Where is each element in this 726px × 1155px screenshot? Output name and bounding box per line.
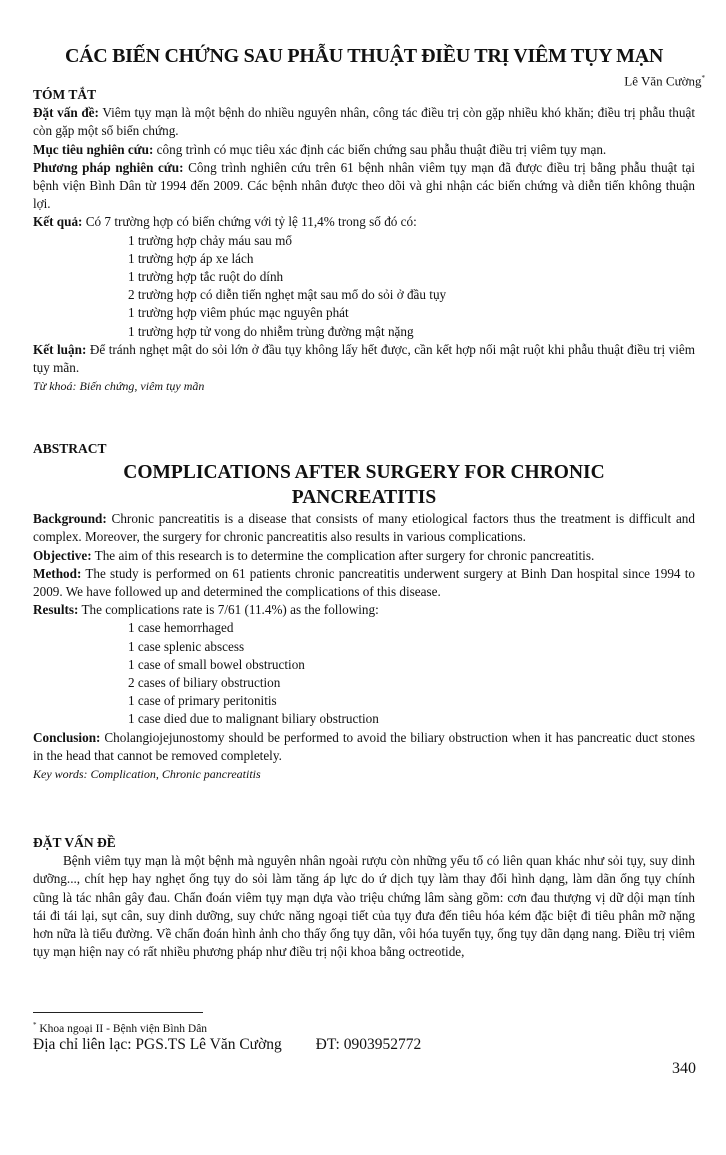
list-item: 1 trường hợp chảy máu sau mổ [128,232,292,248]
abstract-results: Results: The complications rate is 7/61 (11.4%) as the following: [33,602,379,618]
summary-objective: Mục tiêu nghiên cứu: công trình có mục tiêu xác định các biến chứng sau phẫu thuật điều trị viêm tụy mạn. [33,141,607,157]
list-item: 2 trường hợp có diễn tiến nghẹt mật sau mổ do sỏi ở đầu tụy [128,287,447,303]
list-item: 1 case hemorrhaged [128,620,234,636]
list-item: 1 trường hợp áp xe lách [128,250,254,266]
list-item: 1 trường hợp tắc ruột do dính [128,269,284,285]
footnote [33,1018,207,1037]
author-name: Lê Văn Cường [624,73,702,89]
summary-conclusion: Kết luận: Để tránh nghẹt mật do sỏi lớn ở đầu tụy không lấy hết được, cần kết hợp nối mật ruột khi phẫu thuật điều trị viêm tụy mãn. [33,341,695,376]
abstract-heading: ABSTRACT [33,441,107,456]
abstract-conclusion: Conclusion: Cholangiojejunostomy should be performed to avoid the biliary obstruction when it has pancreatic duct stones in the head that cannot be removed completely. [33,729,695,763]
abstract-objective: Objective: The aim of this research is to determine the complication after surgery for chronic pancreatitis. [33,547,595,563]
list-item: 1 trường hợp tử vong do nhiễm trùng đường mật nặng [128,323,414,339]
english-title: COMPLICATIONS AFTER SURGERY FOR CHRONIC PANCREATITIS [123,462,605,509]
footnote-divider [33,1012,203,1013]
list-item: 1 case died due to malignant biliary obstruction [128,711,379,727]
abstract-results-list [33,619,695,728]
summary-results: Kết quả: Có 7 trường hợp có biến chứng với tỷ lệ 11,4% trong số đó có: [33,214,417,230]
contact-address: Địa chỉ liên lạc: PGS.TS Lê Văn Cường [33,1036,282,1053]
abstract-keywords: Key words: Complication, Chronic pancreatitis [33,767,261,782]
list-item: 1 trường hợp viêm phúc mạc nguyên phát [128,305,349,321]
author-footnote-mark: * [701,74,705,82]
list-item: 1 case of primary peritonitis [128,693,277,709]
summary-keywords: Từ khoá: Biến chứng, viêm tụy mãn [33,379,205,394]
abstract-background: Background: Chronic pancreatitis is a disease that consists of many etiological factors thus the treatment is difficult and complex. Moreover, the surgery for chronic pancreatitis also results in various complications. [33,511,695,545]
abstract-method: Method: The study is performed on 61 patients chronic pancreatitis underwent surgery at Binh Dan hospital since 1994 to 2009. We have followed up and determined the complications of this disease. [33,565,695,600]
abstract-english [33,440,695,783]
contact-phone: ĐT: 0903952772 [315,1036,422,1053]
summary-background: Đặt vấn đề: Viêm tụy mạn là một bệnh do nhiều nguyên nhân, công tác điều trị còn gặp nhiều khó khăn; điều trị phẫu thuật còn gặp một số biến chứng. [33,105,695,139]
introduction-paragraph: Bệnh viêm tụy mạn là một bệnh mà nguyên nhân ngoài rượu còn những yếu tố có liên quan khác như sỏi tụy, suy dinh dưỡng..., chít hẹp hay nghẹt ống tụy do sỏi làm tăng áp lực do ứ dịch tụy làm thay đổi hình dạng, làm dãn ống tụy chính cũng là tác nhân gây đau. Chẩn đoán viêm tụy mạn dựa vào triệu chứng lâm sàng gồm: cơn đau thượng vị dữ dội mạn tính tái đi tái lại, sụt cân, suy dinh dưỡng, suy chức năng ngoại tiết của tụy đưa đến tiêu hóa kém đặc biệt đi tiêu phân mỡ nặng hơn nữa là tiểu đường. Về chẩn đoán hình ảnh cho thấy ống tụy dãn, vôi hóa tuyến tụy, ống tụy dãn dạng nang. Điều trị viêm tụy mạn hiện nay có rất nhiều phương pháp như điều trị nội khoa bằng octreotide, [33,853,695,960]
introduction-heading: ĐẶT VẤN ĐỀ [33,835,116,850]
contact-info [33,1035,421,1055]
page-title-vietnamese: CÁC BIẾN CHỨNG SAU PHẪU THUẬT ĐIỀU TRỊ VIÊM TỤY MẠN [64,45,664,67]
summary-method: Phương pháp nghiên cứu: Công trình nghiên cứu trên 61 bệnh nhân viêm tụy mạn đã được điều trị bằng phẫu thuật tại bệnh viện Bình Dân từ 1994 đến 2009. Các bệnh nhân được theo dõi và ghi nhận các biến chứng và diễn tiến không thuận lợi. [33,159,695,212]
summary-vietnamese [33,86,695,395]
list-item: 1 case of small bowel obstruction [128,656,305,672]
list-item: 1 case splenic abscess [128,638,245,654]
footnote-text: Khoa ngoại II - Bệnh viện Bình Dân [39,1022,208,1035]
list-item: 2 cases of biliary obstruction [128,675,281,691]
introduction [33,834,695,961]
page-number: 340 [672,1060,696,1077]
summary-heading: TÓM TẮT [33,87,97,102]
footnote-mark: * [33,1021,37,1029]
summary-results-list [33,232,695,341]
